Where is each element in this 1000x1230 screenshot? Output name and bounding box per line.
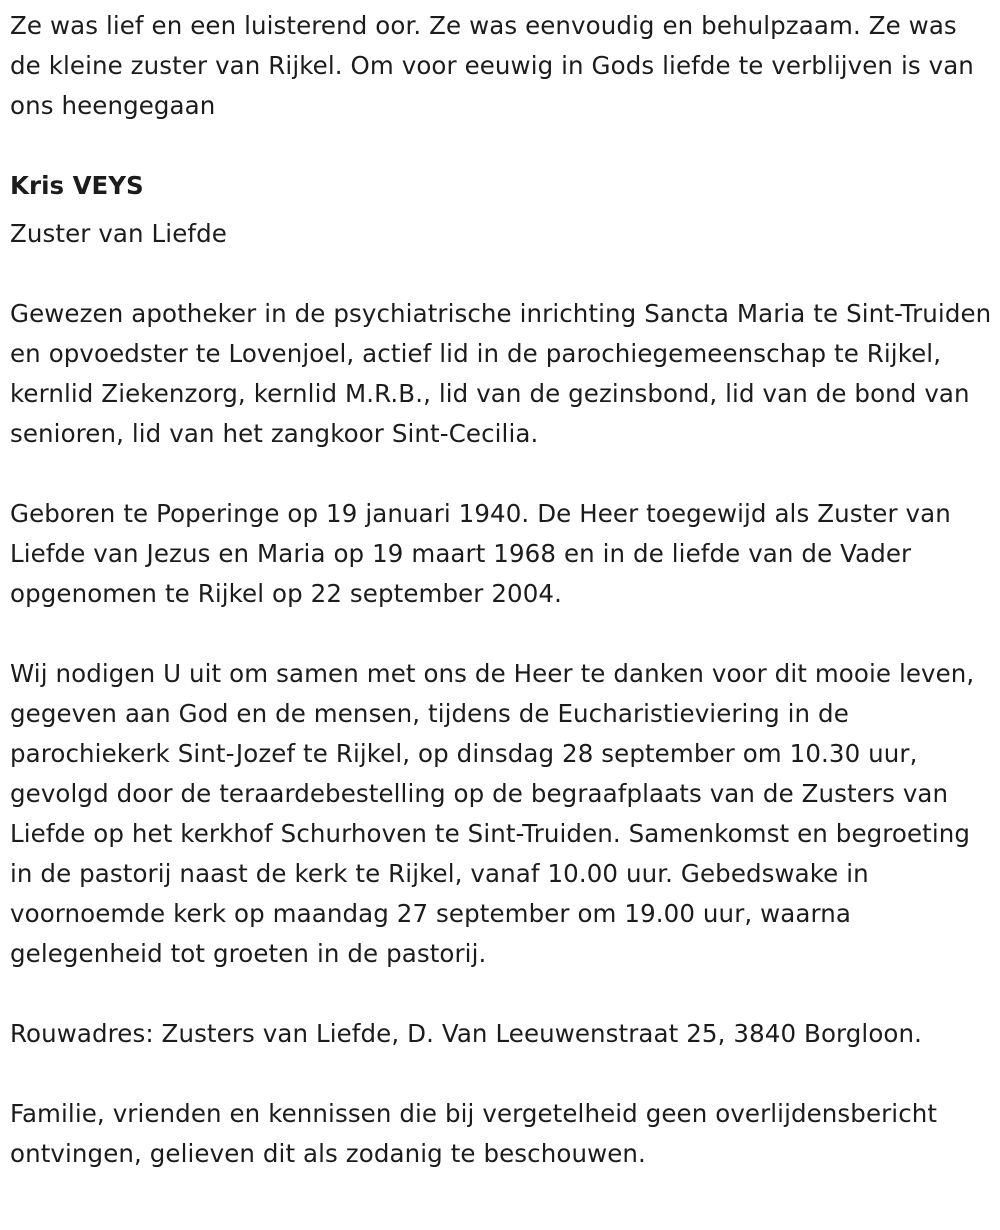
- invitation-paragraph: Wij nodigen U uit om samen met ons de Heer te danken voor dit mooie leven, gegeven aan God en de mensen, tijdens de Eucharistieviering in de parochiekerk Sint-Jozef te Rijkel, op dinsdag 28 september om 10.30 uur, gevolgd door de teraardebestelling op de begraafplaats van de Zusters van Liefde op het kerkhof Schurhoven te Sint-Truiden. Samenkomst en begroeting in de pastorij naast de kerk te Rijkel, vanaf 10.00 uur. Gebedswake in voornoemde kerk op maandag 27 september om 19.00 uur, waarna gelegenheid tot groeten in de pastorij.: [10, 659, 975, 968]
- intro-paragraph: Ze was lief en een luisterend oor. Ze was eenvoudig en behulpzaam. Ze was de kleine zuster van Rijkel. Om voor eeuwig in Gods liefde te verblijven is van ons heengegaan: [10, 11, 974, 120]
- spacer: [10, 974, 994, 1014]
- spacer: [10, 1054, 994, 1094]
- deceased-title: Zuster van Liefde: [10, 219, 227, 248]
- career-paragraph: Gewezen apotheker in de psychiatrische inrichting Sancta Maria te Sint-Truiden en opvoedster te Lovenjoel, actief lid in de parochiegemeenschap te Rijkel, kernlid Ziekenzorg, kernlid M.R.B., lid van de gezinsbond, lid van de bond van senioren, lid van het zangkoor Sint-Cecilia.: [10, 299, 992, 448]
- address-paragraph: Rouwadres: Zusters van Liefde, D. Van Leeuwenstraat 25, 3840 Borgloon.: [10, 1019, 923, 1048]
- spacer: [10, 254, 994, 294]
- spacer: [10, 614, 994, 654]
- life-paragraph: Geboren te Poperinge op 19 januari 1940. De Heer toegewijd als Zuster van Liefde van Jezus en Maria op 19 maart 1968 en in de liefde van de Vader opgenomen te Rijkel op 22 september 2004.: [10, 499, 951, 608]
- obituary-document: [10, 6, 994, 1174]
- spacer: [10, 126, 994, 166]
- closing-paragraph: Familie, vrienden en kennissen die bij vergetelheid geen overlijdensbericht ontvingen, gelieven dit als zodanig te beschouwen.: [10, 1099, 938, 1168]
- deceased-name: Kris VEYS: [10, 171, 144, 200]
- spacer: [10, 454, 994, 494]
